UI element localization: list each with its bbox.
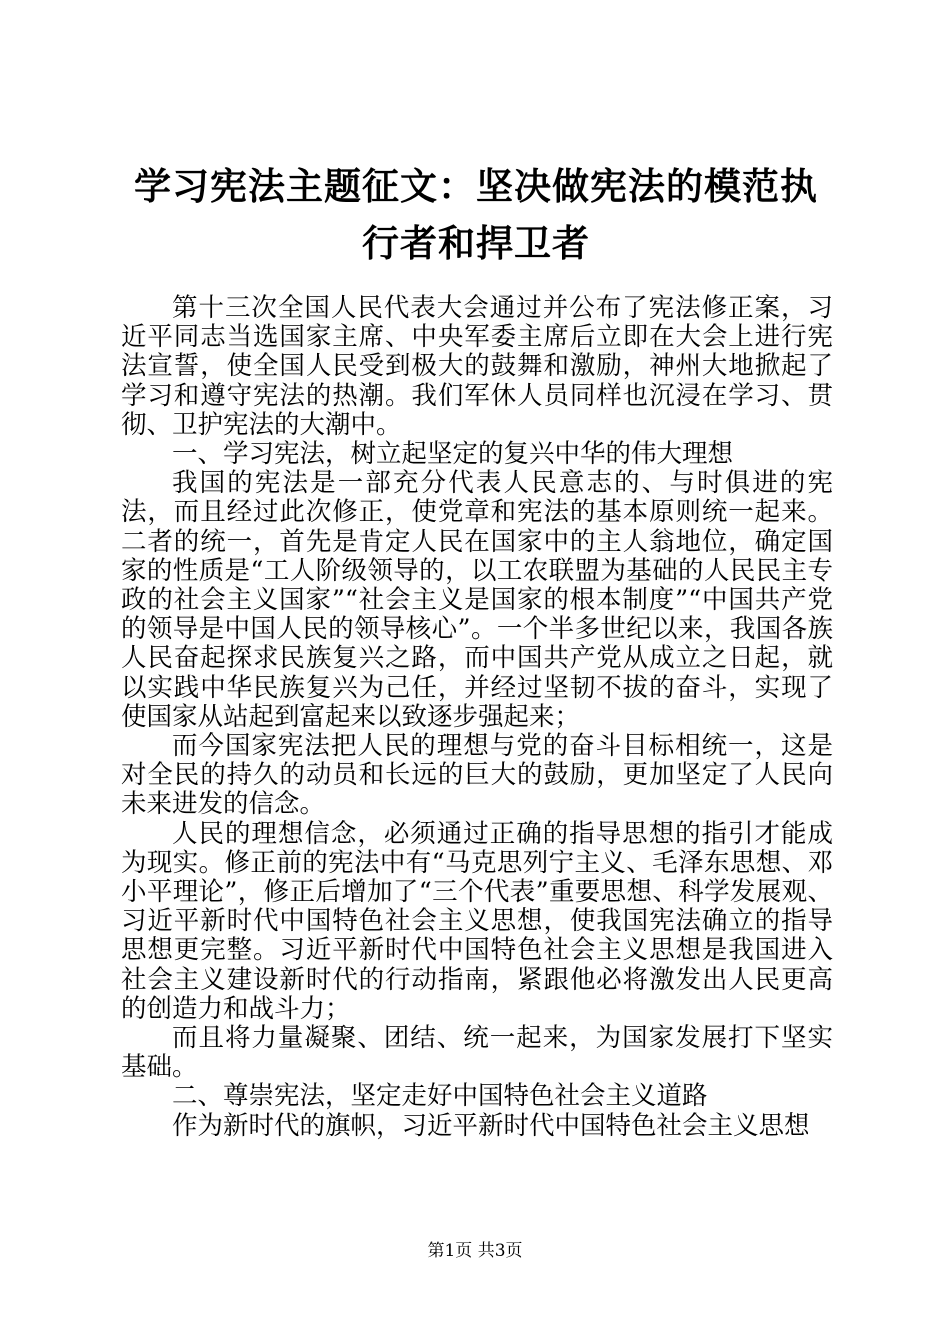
paragraph: 作为新时代的旗帜，习近平新时代中国特色社会主义思想 xyxy=(172,1110,810,1141)
section-heading: 一、学习宪法，树立起坚定的复兴中华的伟大理想 xyxy=(172,439,734,470)
document-body xyxy=(121,294,833,1141)
paragraph: 人民的理想信念，必须通过正确的指导思想的指引才能成为现实。修正前的宪法中有“马克思列宁主义、毛泽东思想、邓小平理论”，修正后增加了“三个代表”重要思想、科学发展观、习近平新时代中国特色社会主义思想，使我国宪法确立的指导思想更完整。习近平新时代中国特色社会主义思想是我国进入社会主义建设新时代的行动指南，紧跟他必将激发出人民更高的创造力和战斗力； xyxy=(121,818,833,1024)
page-number-footer: 第1页 共3页 xyxy=(427,1241,523,1261)
paragraph: 而且将力量凝聚、团结、统一起来，为国家发展打下坚实基础。 xyxy=(121,1023,833,1083)
section-heading: 二、尊崇宪法，坚定走好中国特色社会主义道路 xyxy=(172,1081,708,1112)
paragraph: 第十三次全国人民代表大会通过并公布了宪法修正案，习近平同志当选国家主席、中央军委主席后立即在大会上进行宪法宣誓，使全国人民受到极大的鼓舞和激励，神州大地掀起了学习和遵守宪法的热潮。我们军休人员同样也沉浸在学习、贯彻、卫护宪法的大潮中。 xyxy=(121,293,833,440)
paragraph: 我国的宪法是一部充分代表人民意志的、与时俱进的宪法，而且经过此次修正，使党章和宪法的基本原则统一起来。二者的统一，首先是肯定人民在国家中的主人翁地位，确定国家的性质是“工人阶级领导的，以工农联盟为基础的人民民主专政的社会主义国家”“社会主义是国家的根本制度”“中国共产党的领导是中国人民的领导核心”。一个半多世纪以来，我国各族人民奋起探求民族复兴之路，而中国共产党从成立之日起，就以实践中华民族复兴为己任，并经过坚韧不拔的奋斗，实现了使国家从站起到富起来以致逐步强起来； xyxy=(121,468,833,732)
document-title: 学习宪法主题征文：坚决做宪法的模范执行者和捍卫者 xyxy=(134,164,818,265)
paragraph: 而今国家宪法把人民的理想与党的奋斗目标相统一，这是对全民的持久的动员和长远的巨大的鼓励，更加坚定了人民向未来进发的信念。 xyxy=(121,731,833,820)
